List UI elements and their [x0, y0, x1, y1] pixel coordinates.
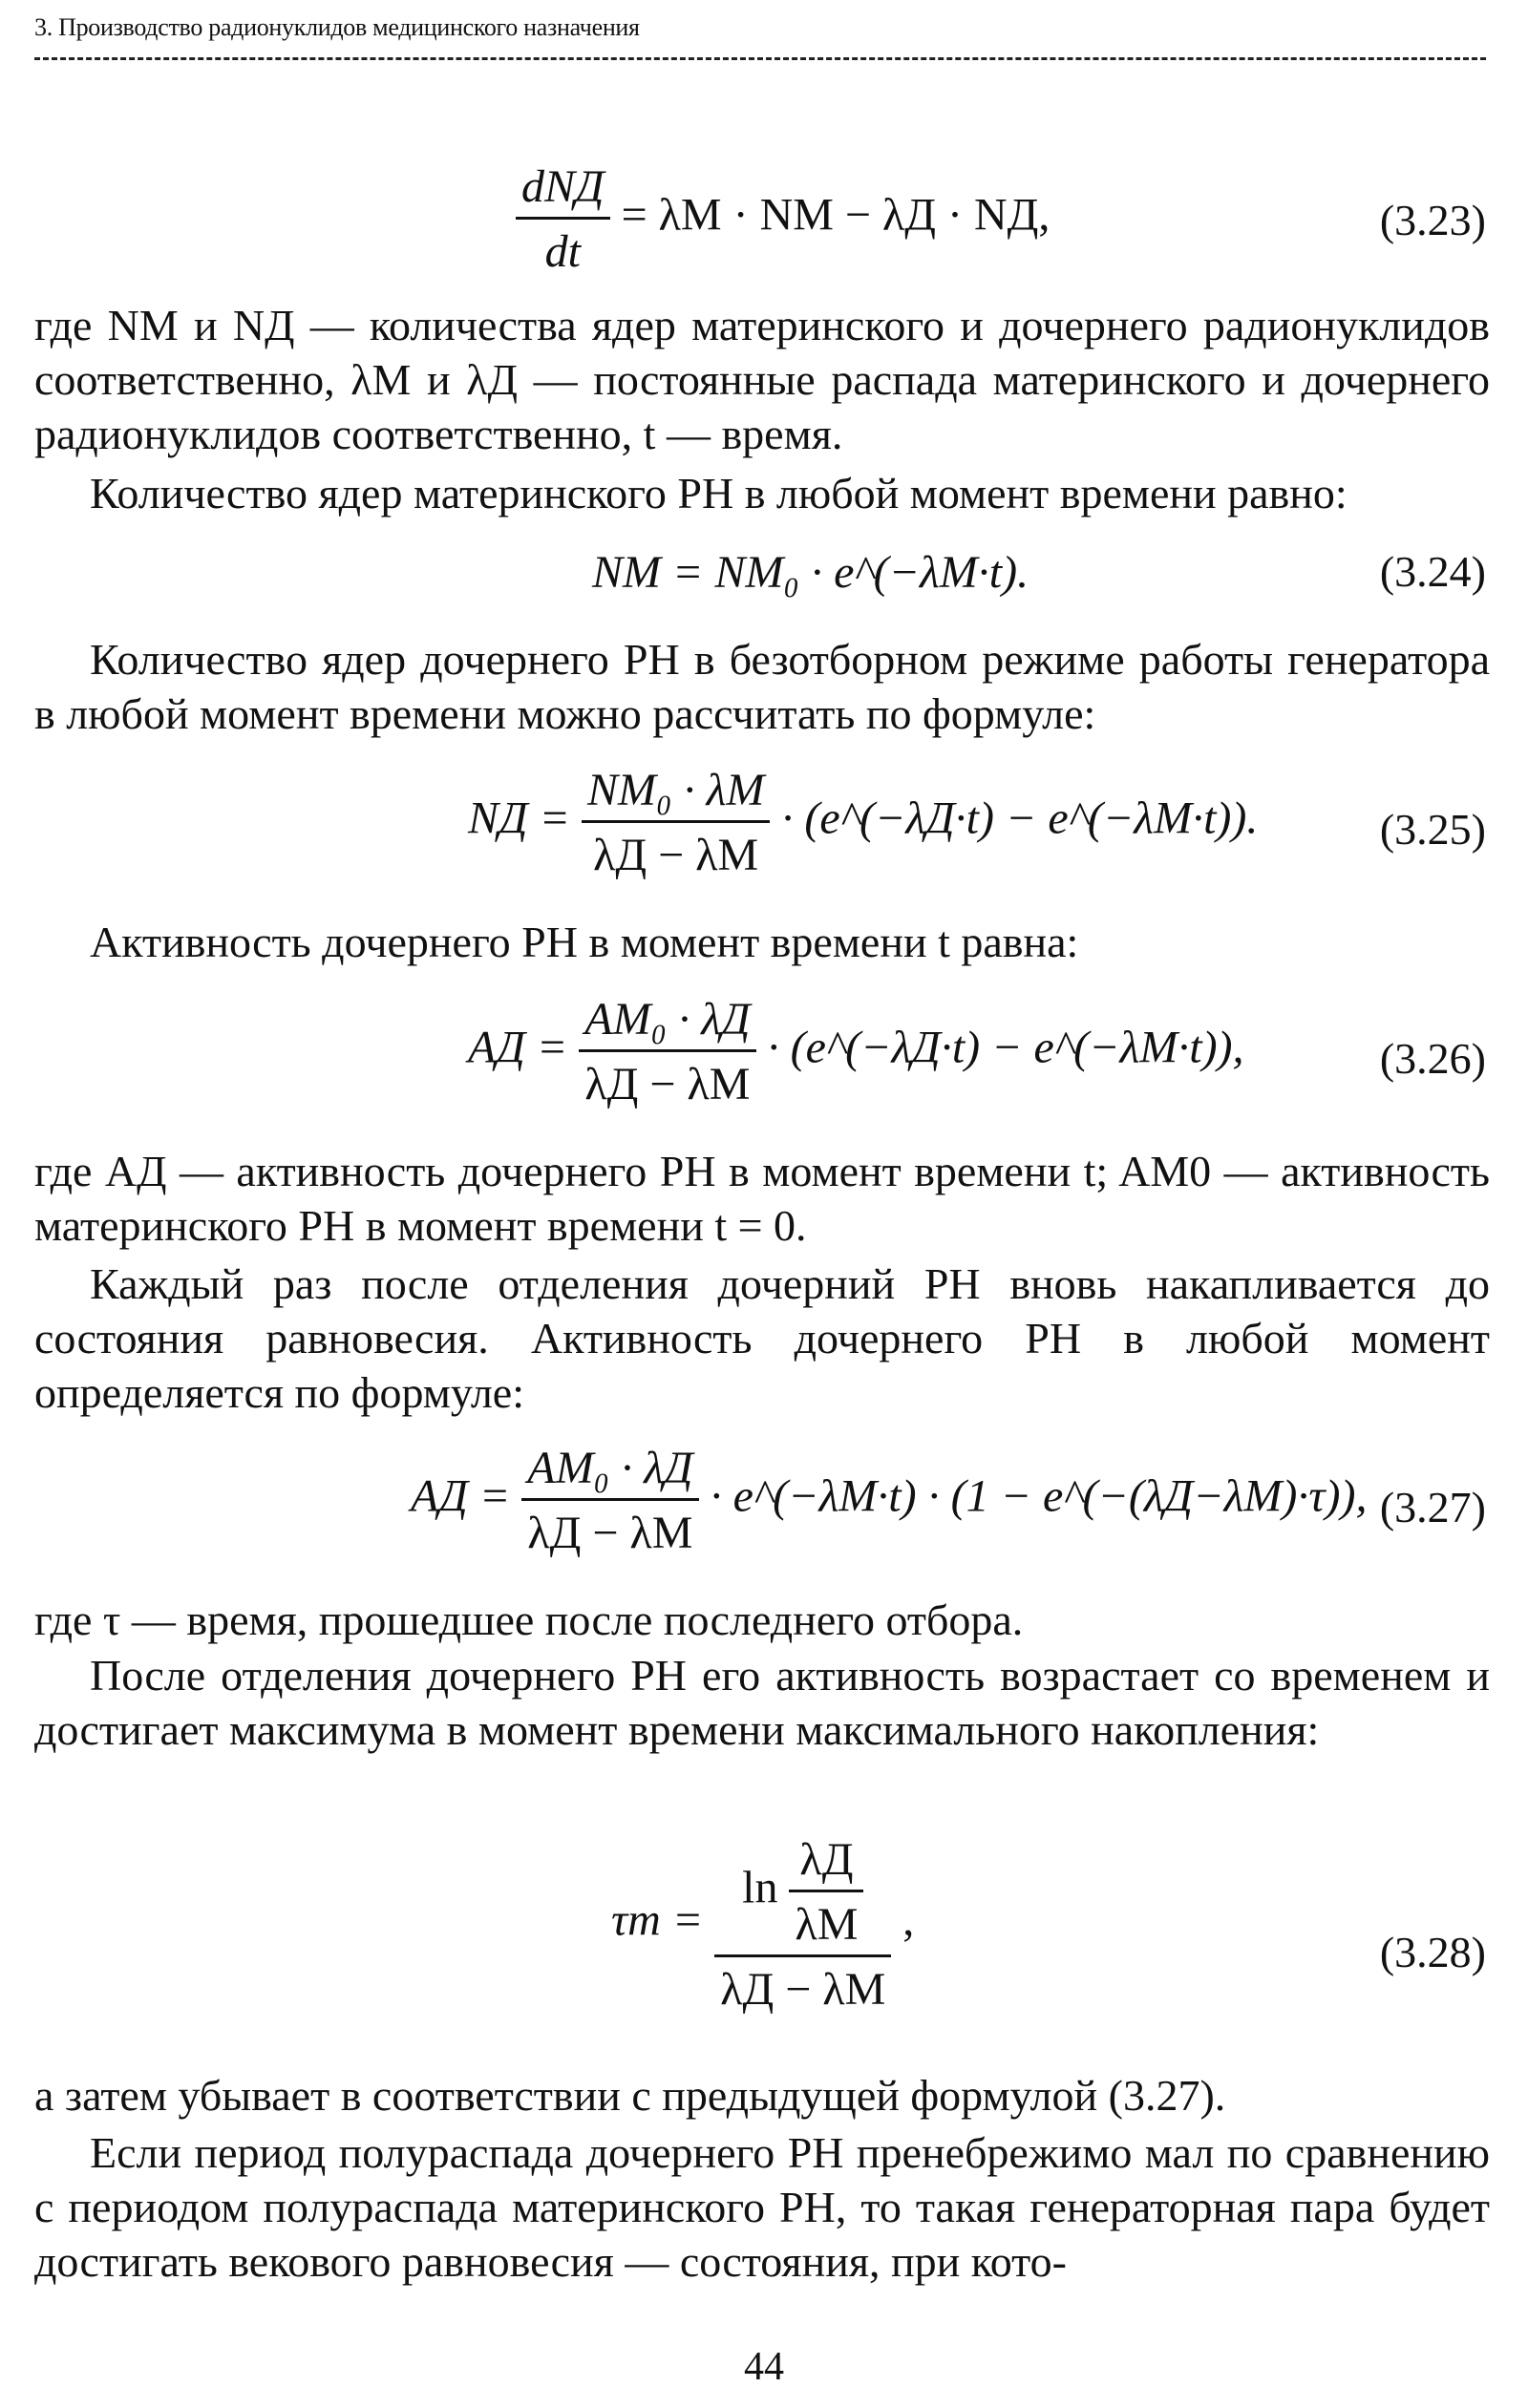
eq23-fraction — [516, 160, 610, 278]
paragraph-daughter-count: Количество ядер дочернего РН в безотборном режиме работы генератора в любой момент времени можно рассчитать по формуле: — [34, 635, 1490, 738]
page-number: 44 — [744, 2345, 784, 2389]
eq27-number: (3.27) — [1379, 1483, 1486, 1531]
eq24-number: (3.24) — [1379, 547, 1486, 596]
equation-3-26 — [0, 993, 1528, 1127]
eq27-denominator: λД − λМ — [521, 1498, 698, 1559]
equation-3-27 — [0, 1442, 1528, 1575]
eq26-fraction — [579, 993, 755, 1110]
eq27-tail: · e^(−λМ·t) · (1 − e^(−(λД−λМ)·τ)), — [710, 1470, 1368, 1522]
eq25-numerator: NМ₀ · λМ — [586, 765, 765, 815]
eq23-numerator: dNД — [521, 161, 605, 212]
eq28-inner-fraction — [789, 1833, 863, 1951]
eq25-fraction — [582, 764, 770, 881]
header-divider — [34, 57, 1486, 60]
eq25-tail: · (e^(−λД·t) − e^(−λМ·t)). — [781, 792, 1259, 844]
equation-3-25 — [0, 764, 1528, 898]
eq26-number: (3.26) — [1379, 1034, 1486, 1083]
eq28-numerator — [714, 1833, 891, 1954]
eq23-rhs: = λМ · NМ − λД · NД, — [621, 189, 1050, 241]
eq28-number: (3.28) — [1379, 1928, 1486, 1976]
eq27-lhs: AД = — [411, 1470, 511, 1522]
eq23-number: (3.23) — [1379, 196, 1486, 244]
paragraph-daughter-activity: Активность дочернего РН в момент времени t равна: — [90, 918, 1079, 966]
eq26-denominator: λД − λМ — [579, 1049, 755, 1110]
running-head: 3. Производство радионуклидов медицинского назначения — [34, 13, 640, 41]
equation-3-28 — [0, 1833, 1528, 2062]
eq23-denominator: dt — [516, 217, 610, 278]
eq25-denominator: λД − λМ — [582, 820, 770, 881]
paragraph-secular-equilibrium: Если период полураспада дочернего РН пренебрежимо мал по сравнению с периодом полураспада материнского РН, то такая генераторная пара будет достигать векового равновесия — состояния, при кото- — [34, 2128, 1490, 2286]
paragraph-activity-definitions: где AД — активность дочернего РН в момент времени t; AМ0 — активность материнского РН в момент времени t = 0. — [34, 1147, 1490, 1250]
eq28-fraction — [714, 1833, 891, 2016]
paragraph-accumulation: Каждый раз после отделения дочерний РН вновь накапливается до состояния равновесия. Активность дочернего РН в любой момент определяется по формуле: — [34, 1259, 1490, 1417]
paragraph-decline: а затем убывает в соответствии с предыдущей формулой (3.27). — [34, 2071, 1226, 2120]
eq28-ln: ln — [742, 1862, 778, 1913]
eq26-lhs: AД = — [468, 1022, 568, 1073]
eq28-denominator: λД − λМ — [714, 1954, 891, 2016]
eq27-numerator: AМ₀ · λД — [527, 1443, 693, 1493]
eq26-numerator: AМ₀ · λД — [584, 994, 751, 1045]
equation-3-23 — [0, 160, 1528, 285]
paragraph-definitions: где NМ и NД — количества ядер материнского и дочернего радионуклидов соответственно, λМ и λД — постоянные распада материнского и дочернего радионуклидов соответственно, t — время. — [34, 301, 1490, 458]
eq27-fraction — [521, 1442, 698, 1559]
eq28-tail: , — [902, 1894, 915, 1946]
eq25-lhs: NД = — [468, 792, 570, 844]
paragraph-parent-count: Количество ядер материнского РН в любой момент времени равно: — [90, 469, 1348, 518]
equation-3-24 — [0, 546, 1528, 613]
eq28-inner-denominator: λМ — [789, 1890, 863, 1951]
paragraph-maximum: После отделения дочернего РН его активность возрастает со временем и достигает максимума в момент времени максимального накопления: — [34, 1651, 1490, 1754]
eq25-number: (3.25) — [1379, 805, 1486, 854]
eq28-lhs: τm = — [611, 1894, 704, 1946]
paragraph-tau-definition: где τ — время, прошедшее после последнего отбора. — [34, 1595, 1024, 1644]
eq26-tail: · (e^(−λД·t) − e^(−λМ·t)), — [767, 1022, 1244, 1073]
eq24-formula: NМ = NМ₀ · e^(−λМ·t). — [592, 547, 1029, 598]
eq28-inner-numerator: λД — [799, 1834, 854, 1885]
